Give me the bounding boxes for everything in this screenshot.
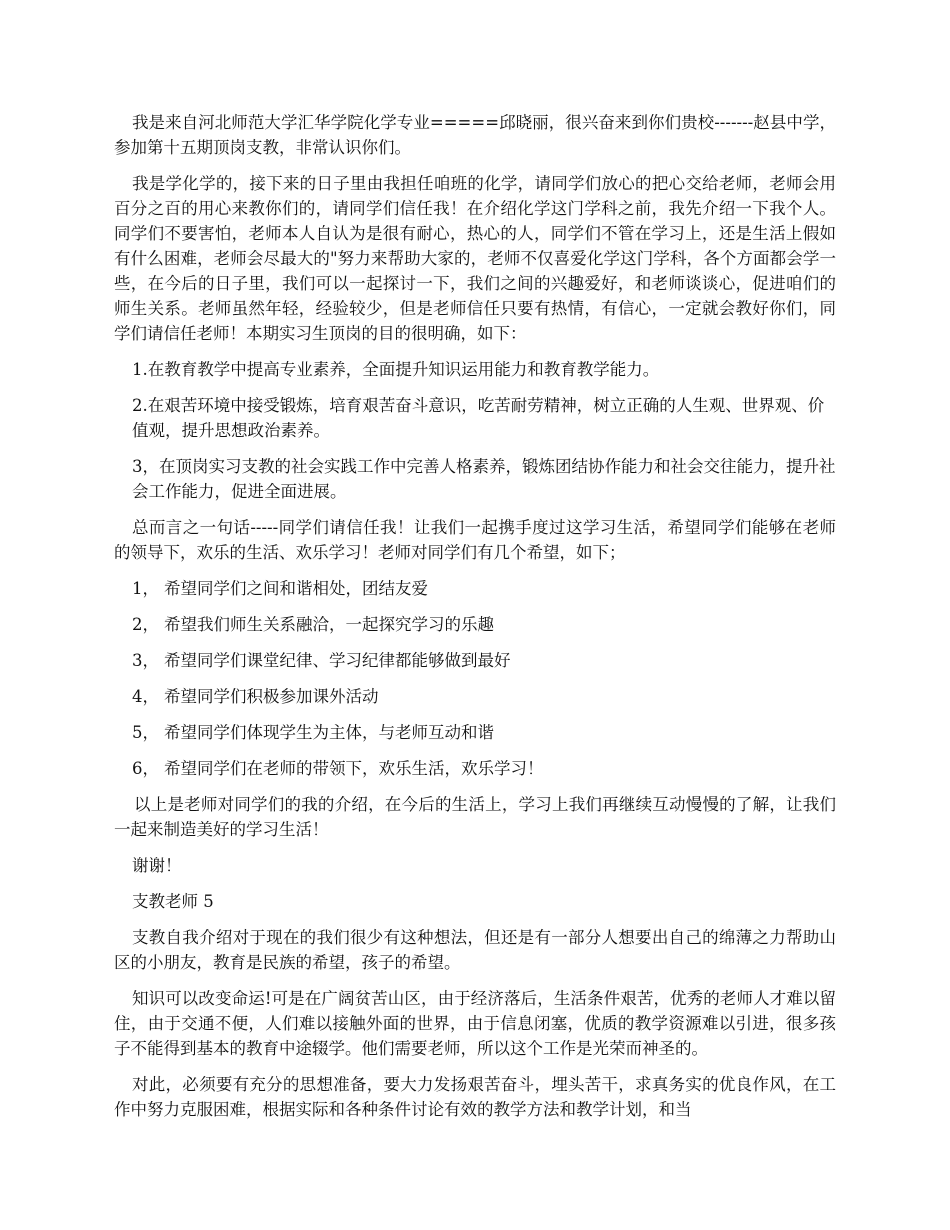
hope-text: 希望同学们之间和谐相处，团结友爱	[164, 579, 428, 598]
document-page	[114, 110, 836, 1133]
goal-item-2: 2.在艰苦环境中接受锻炼，培育艰苦奋斗意识，吃苦耐劳精神，树立正确的人生观、世界观、价值观，提升思想政治素养。	[132, 396, 825, 440]
hope-item-4	[114, 684, 836, 709]
hope-text: 希望我们师生关系融洽，一起探究学习的乐趣	[164, 615, 494, 634]
hope-text: 希望同学们体现学生为主体，与老师互动和谐	[164, 723, 494, 742]
section-paragraph-3: 对此，必须要有充分的思想准备，要大力发扬艰苦奋斗，埋头苦干，求真务实的优良作风，在工作中努力克服困难，根据实际和各种条件讨论有效的教学方法和教学计划，和当	[114, 1075, 836, 1119]
hope-number: 4，	[132, 687, 159, 706]
hope-text: 希望同学们在老师的带领下，欢乐生活，欢乐学习！	[164, 759, 544, 778]
section-title: 支教老师 5	[132, 892, 214, 911]
hope-item-3	[114, 648, 836, 673]
hope-text: 希望同学们积极参加课外活动	[164, 687, 379, 706]
intro-paragraph-1: 我是来自河北师范大学汇华学院化学专业=====邱晓丽，很兴奋来到你们贵校-------赵县中学，参加第十五期顶岗支教，非常认识你们。	[114, 113, 836, 157]
hope-item-2	[114, 612, 836, 637]
closing-paragraph: 以上是老师对同学们的我的介绍，在今后的生活上，学习上我们再继续互动慢慢的了解，让我们一起来制造美好的学习生活！	[114, 795, 836, 839]
goal-item-3: 3，在顶岗实习支教的社会实践工作中完善人格素养，锻炼团结协作能力和社会交往能力，提升社会工作能力，促进全面进展。	[132, 457, 836, 501]
hope-number: 1，	[132, 579, 159, 598]
hope-number: 6，	[132, 759, 159, 778]
thanks-line: 谢谢！	[132, 856, 182, 875]
goal-item-1: 1.在教育教学中提高专业素养，全面提升知识运用能力和教育教学能力。	[132, 360, 660, 379]
hope-item-1	[114, 576, 836, 601]
section-paragraph-1: 支教自我介绍对于现在的我们很少有这种想法，但还是有一部分人想要出自己的绵薄之力帮助山区的小朋友，教育是民族的希望，孩子的希望。	[114, 928, 836, 972]
hope-number: 5，	[132, 723, 159, 742]
summary-paragraph: 总而言之一句话-----同学们请信任我！让我们一起携手度过这学习生活，希望同学们能够在老师的领导下，欢乐的生活、欢乐学习！老师对同学们有几个希望，如下；	[114, 518, 836, 562]
hope-item-5	[114, 720, 836, 745]
intro-paragraph-2: 我是学化学的，接下来的日子里由我担任咱班的化学，请同学们放心的把心交给老师，老师会用百分之百的用心来教你们的，请同学们信任我！在介绍化学这门学科之前，我先介绍一下我个人。同学们不要害怕，老师本人自认为是很有耐心，热心的人，同学们不管在学习上，还是生活上假如有什么困难，老师会尽最大的"努力来帮助大家的，老师不仅喜爱化学这门学科，各个方面都会学一些，在今后的日子里，我们可以一起探讨一下，我们之间的兴趣爱好，和老师谈谈心，促进咱们的师生关系。老师虽然年轻，经验较少，但是老师信任只要有热情，有信心，一定就会教好你们，同学们请信任老师！本期实习生顶岗的目的很明确，如下：	[114, 174, 836, 343]
hope-number: 3，	[132, 651, 159, 670]
hope-text: 希望同学们课堂纪律、学习纪律都能够做到最好	[164, 651, 511, 670]
section-paragraph-2: 知识可以改变命运!可是在广阔贫苦山区，由于经济落后，生活条件艰苦，优秀的老师人才难以留住，由于交通不便，人们难以接触外面的世界，由于信息闭塞，优质的教学资源难以引进，很多孩子不能得到基本的教育中途辍学。他们需要老师，所以这个工作是光荣而神圣的。	[114, 989, 836, 1058]
hope-item-6	[114, 756, 836, 781]
hope-number: 2，	[132, 615, 159, 634]
